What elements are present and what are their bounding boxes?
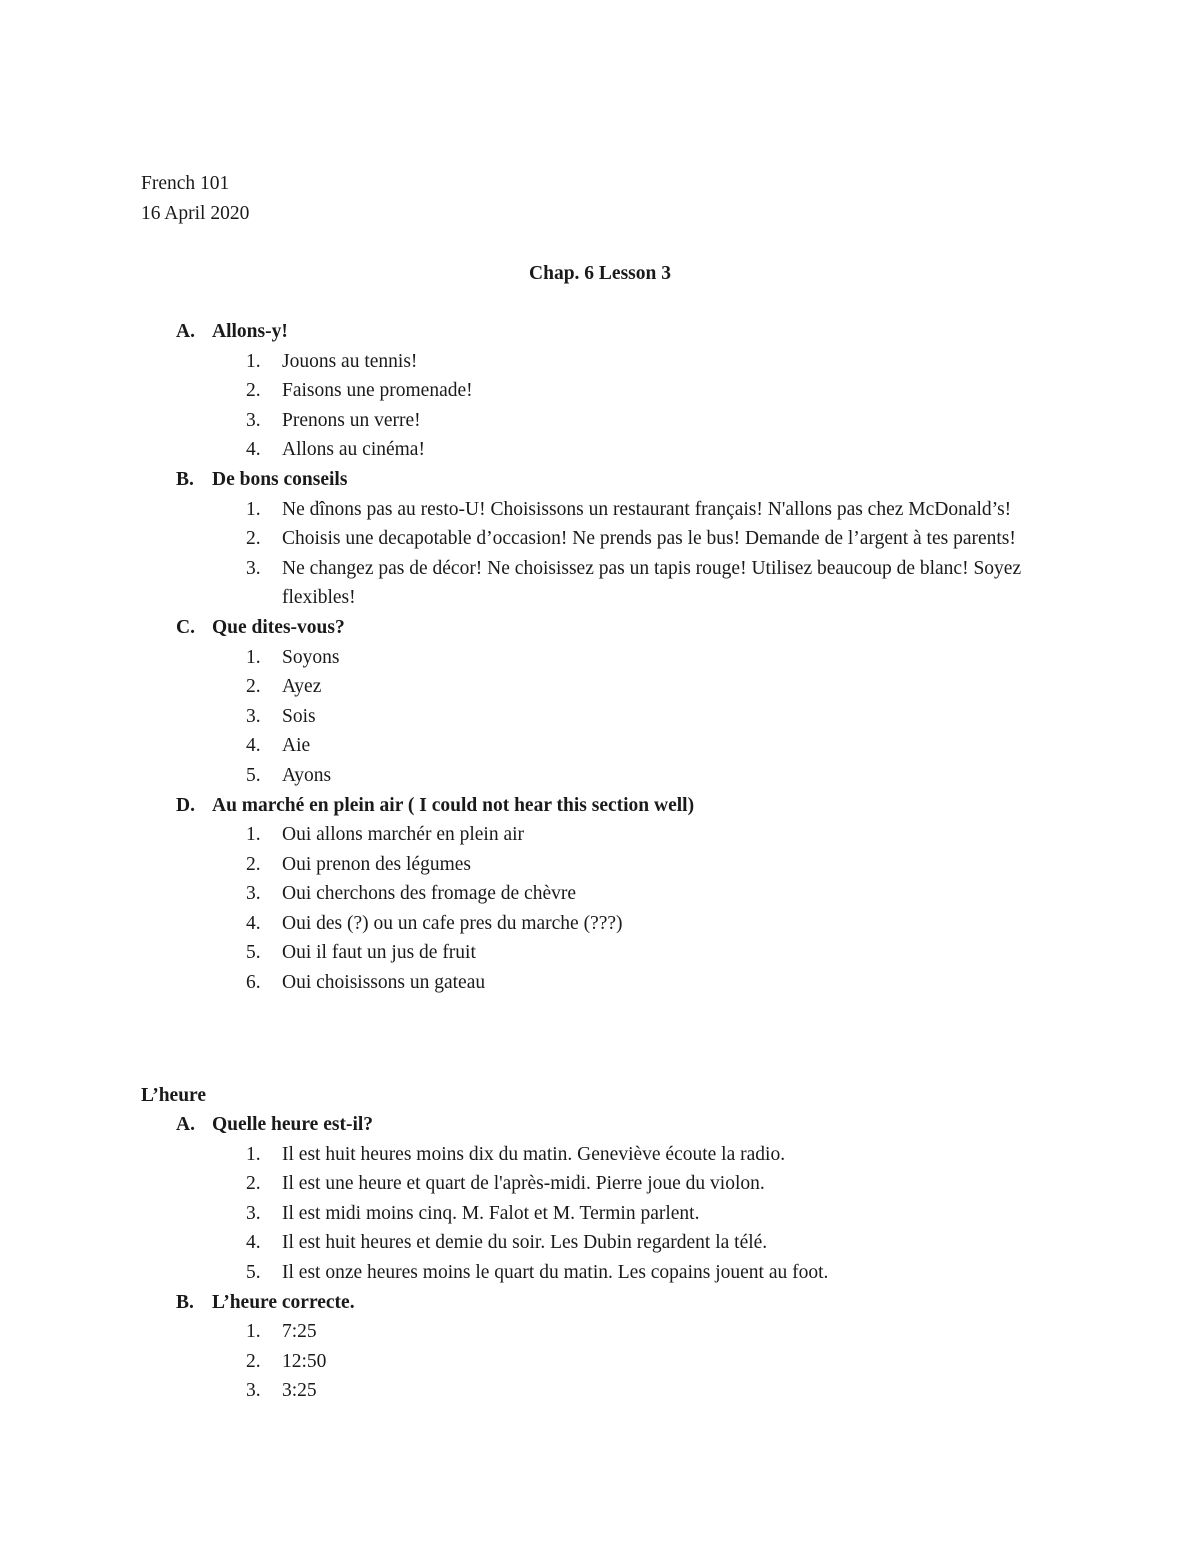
list-item: [0, 435, 1200, 465]
list-item: [0, 850, 1200, 880]
list-item: [0, 524, 1200, 554]
list-item: [0, 376, 1200, 406]
section-heading: [0, 613, 1200, 643]
item-number: 4.: [246, 912, 261, 934]
list-item: [0, 1347, 1200, 1377]
list-item: [0, 1258, 1200, 1288]
list-item: [0, 702, 1200, 732]
section-title: Que dites-vous?: [212, 616, 345, 638]
lheure-exercises: [0, 1110, 1200, 1406]
item-number: 3.: [246, 705, 261, 727]
item-number: 2.: [246, 676, 261, 698]
list-item: [0, 495, 1200, 525]
list-item: [0, 643, 1200, 673]
item-text: Choisis une decapotable d’occasion! Ne prends pas le bus! Demande de l’argent à tes parents!: [282, 528, 1016, 550]
item-number: 2.: [246, 1173, 261, 1195]
item-number: 4.: [246, 735, 261, 757]
document-date: 16 April 2020: [141, 203, 250, 224]
section-letter: B.: [176, 468, 194, 490]
section-title: Allons-y!: [212, 321, 288, 342]
section-letter: D.: [176, 794, 195, 816]
item-number: 4.: [246, 1232, 261, 1254]
item-text: Oui cherchons des fromage de chèvre: [282, 883, 576, 905]
item-text: Oui des (?) ou un cafe pres du marche (???): [282, 912, 623, 934]
item-text: Oui choisissons un gateau: [282, 972, 486, 994]
item-number: 3.: [246, 883, 261, 905]
item-number: 2.: [246, 528, 261, 550]
list-item: [0, 672, 1200, 702]
list-item: [0, 347, 1200, 377]
list-item: [0, 909, 1200, 939]
item-text: Ayez: [282, 676, 322, 698]
item-number: 1.: [246, 646, 261, 668]
section-letter: B.: [176, 1291, 194, 1313]
item-number: 4.: [246, 439, 261, 461]
item-text: Il est midi moins cinq. M. Falot et M. Termin parlent.: [282, 1202, 700, 1224]
item-text: 12:50: [282, 1350, 327, 1372]
list-item: [0, 968, 1200, 998]
section-letter: A.: [176, 1114, 195, 1135]
list-item: [0, 1199, 1200, 1229]
section-heading: [0, 791, 1200, 821]
list-item: [0, 554, 1200, 613]
item-text: Jouons au tennis!: [282, 350, 418, 372]
list-item: [0, 1140, 1200, 1170]
item-number: 1.: [246, 1321, 261, 1343]
item-text: Il est huit heures et demie du soir. Les Dubin regardent la télé.: [282, 1232, 768, 1254]
item-text: Sois: [282, 705, 316, 727]
list-item: [0, 879, 1200, 909]
item-number: 3.: [246, 557, 261, 579]
course-name: French 101: [141, 173, 230, 194]
document-title: Chap. 6 Lesson 3: [529, 263, 671, 284]
section-heading: [0, 1288, 1200, 1318]
item-number: 3.: [246, 409, 261, 431]
section-title: Quelle heure est-il?: [212, 1114, 374, 1135]
section-letter: A.: [176, 321, 195, 342]
item-number: 5.: [246, 942, 261, 964]
list-item: [0, 1169, 1200, 1199]
item-number: 3.: [246, 1380, 261, 1402]
list-item: [0, 731, 1200, 761]
section-heading: [0, 1110, 1200, 1140]
item-number: 1.: [246, 1143, 261, 1165]
item-text: Aie: [282, 735, 311, 757]
list-item: [0, 406, 1200, 436]
section-title: De bons conseils: [212, 468, 348, 490]
item-text: Ayons: [282, 764, 332, 786]
section-title: Au marché en plein air ( I could not hear this section well): [212, 794, 695, 816]
item-text: 7:25: [282, 1321, 317, 1343]
item-text: Ne dînons pas au resto-U! Choisissons un restaurant français! N'allons pas chez McDonald’s!: [282, 498, 1012, 520]
item-text: Il est onze heures moins le quart du matin. Les copains jouent au foot.: [282, 1261, 829, 1283]
item-number: 1.: [246, 350, 261, 372]
item-text: Oui prenon des légumes: [282, 853, 472, 875]
list-item: [0, 1317, 1200, 1347]
section-heading: [0, 317, 1200, 347]
item-number: 2.: [246, 853, 261, 875]
section-heading: [0, 465, 1200, 495]
item-number: 6.: [246, 972, 261, 994]
item-text: Il est une heure et quart de l'après-midi. Pierre joue du violon.: [282, 1173, 765, 1195]
item-number: 2.: [246, 1350, 261, 1372]
item-text: 3:25: [282, 1380, 317, 1402]
lesson-exercises: [0, 317, 1200, 998]
list-item: [0, 1376, 1200, 1406]
item-number: 1.: [246, 824, 261, 846]
section-title: L’heure correcte.: [212, 1291, 355, 1313]
item-text: Il est huit heures moins dix du matin. Geneviève écoute la radio.: [282, 1143, 786, 1165]
item-text: Oui allons marchér en plein air: [282, 824, 525, 846]
item-text: Allons au cinéma!: [282, 439, 425, 461]
list-item: [0, 820, 1200, 850]
item-text: Soyons: [282, 646, 340, 668]
item-text: Ne changez pas de décor! Ne choisissez pas un tapis rouge! Utilisez beaucoup de blanc! Soyez flexibles!: [282, 557, 1022, 609]
item-number: 1.: [246, 498, 261, 520]
lheure-heading: L’heure: [141, 1085, 207, 1106]
item-number: 3.: [246, 1202, 261, 1224]
item-text: Faisons une promenade!: [282, 380, 473, 402]
item-number: 5.: [246, 764, 261, 786]
item-number: 2.: [246, 380, 261, 402]
item-number: 5.: [246, 1261, 261, 1283]
list-item: [0, 938, 1200, 968]
section-letter: C.: [176, 616, 195, 638]
list-item: [0, 1228, 1200, 1258]
item-text: Prenons un verre!: [282, 409, 421, 431]
item-text: Oui il faut un jus de fruit: [282, 942, 476, 964]
list-item: [0, 761, 1200, 791]
